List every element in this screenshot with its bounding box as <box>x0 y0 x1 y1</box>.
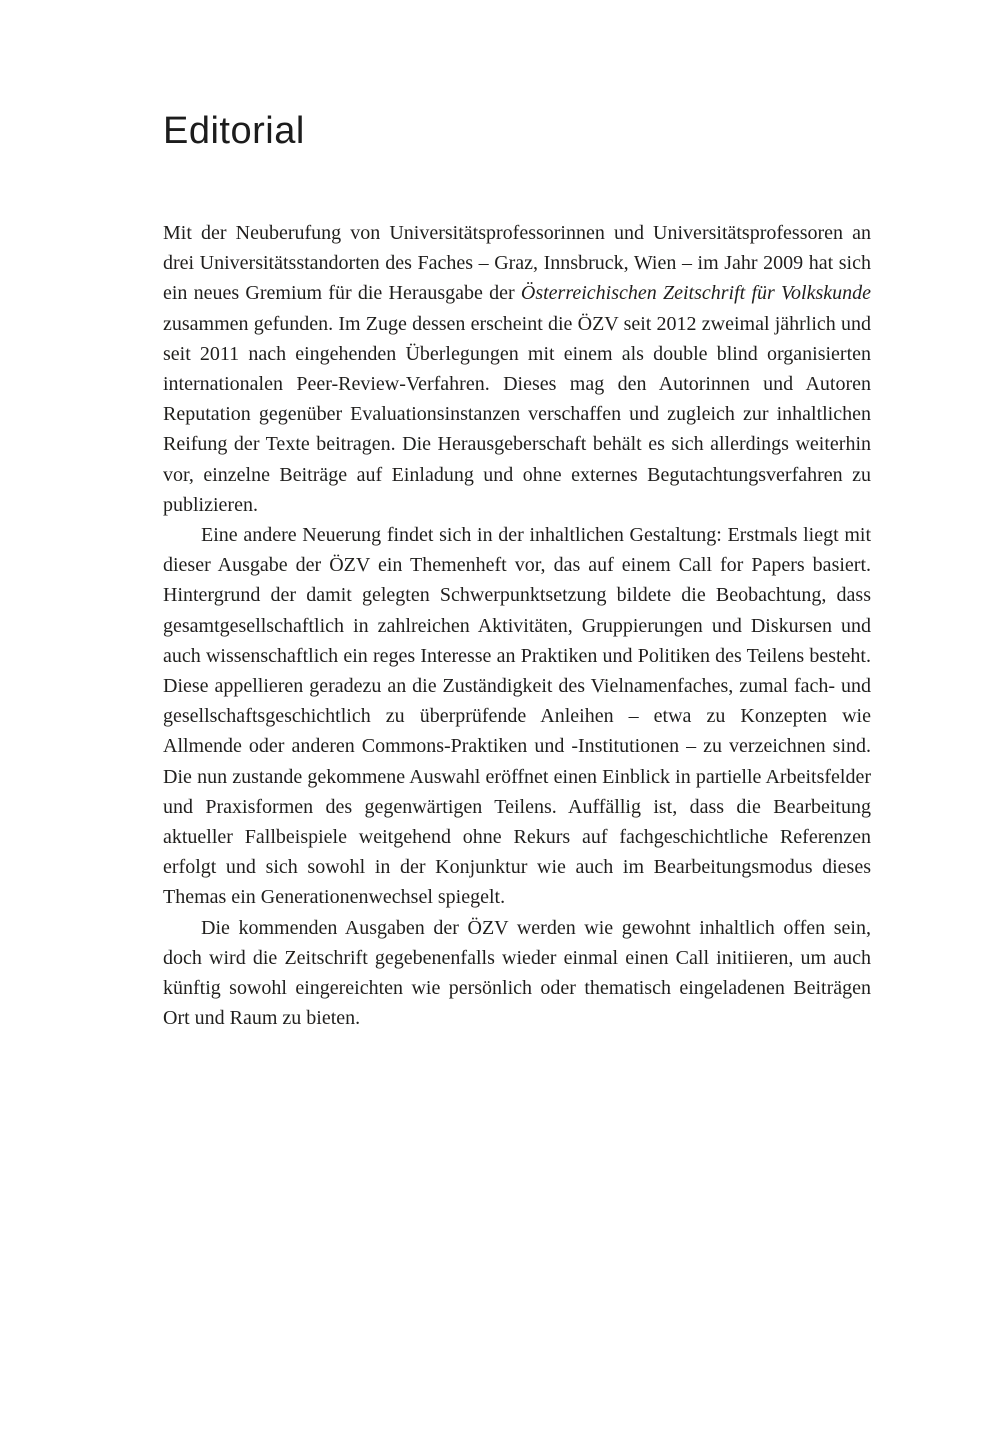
paragraph-1 <box>163 218 871 520</box>
text-column <box>163 0 871 1033</box>
paragraph-2: Eine andere Neuerung findet sich in der inhaltlichen Gestaltung: Erstmals liegt mit dieser Ausgabe der ÖZV ein Themenheft vor, das auf einem Call for Papers basiert. Hintergrund der damit gelegten Schwerpunktsetzung bildete die Beobachtung, dass gesamtgesellschaftlich in zahlreichen Aktivitäten, Gruppierungen und Diskursen und auch wissenschaftlich ein reges Interesse an Praktiken und Politiken des Teilens besteht. Diese appellieren geradezu an die Zuständigkeit des Vielnamenfaches, zumal fach- und gesellschaftsgeschichtlich zu überprüfende Anleihen – etwa zu Konzepten wie Allmende oder anderen Commons-Praktiken und -Institutionen – zu verzeichnen sind. Die nun zustande gekommene Auswahl eröffnet einen Einblick in partielle Arbeitsfelder und Praxisformen des gegenwärtigen Teilens. Auffällig ist, dass die Bearbeitung aktueller Fallbeispiele weitgehend ohne Rekurs auf fachgeschichtliche Referenzen erfolgt und sich sowohl in der Konjunktur wie auch im Bearbeitungsmodus dieses Themas ein Generationenwechsel spiegelt. <box>163 524 871 909</box>
paragraph-1-text-before: Mit der Neuberufung von Universitätsprofessorinnen und Universitätsprofessoren an drei Universitätsstandorten des Faches – Graz, Innsbruck, Wien – im Jahr 2009 hat sich ein neues Gremium für die Herausgabe der <box>163 222 871 305</box>
page-title: Editorial <box>163 110 305 152</box>
editorial-body <box>163 218 871 1033</box>
paragraph-3: Die kommenden Ausgaben der ÖZV werden wie gewohnt inhaltlich offen sein, doch wird die Zeitschrift gegebenenfalls wieder einmal einen Call initiieren, um auch künftig sowohl eingereichten wie persönlich oder thematisch eingeladenen Beiträgen Ort und Raum zu bieten. <box>163 916 871 1030</box>
paragraph-1-text-after: zusammen gefunden. Im Zuge dessen erscheint die ÖZV seit 2012 zweimal jährlich und seit 2011 nach eingehenden Überlegungen mit einem als double blind organisierten internationalen Peer-Review-Verfahren. Dieses mag den Autorinnen und Autoren Reputation gegenüber Evaluationsinstanzen verschaffen und zugleich zur inhaltlichen Reifung der Texte beitragen. Die Herausgeberschaft behält es sich allerdings weiterhin vor, einzelne Beiträge auf Einladung und ohne externes Begutachtungsverfahren zu publizieren. <box>163 312 871 516</box>
journal-title-italic: Österreichischen Zeitschrift für Volkskunde <box>520 282 871 305</box>
